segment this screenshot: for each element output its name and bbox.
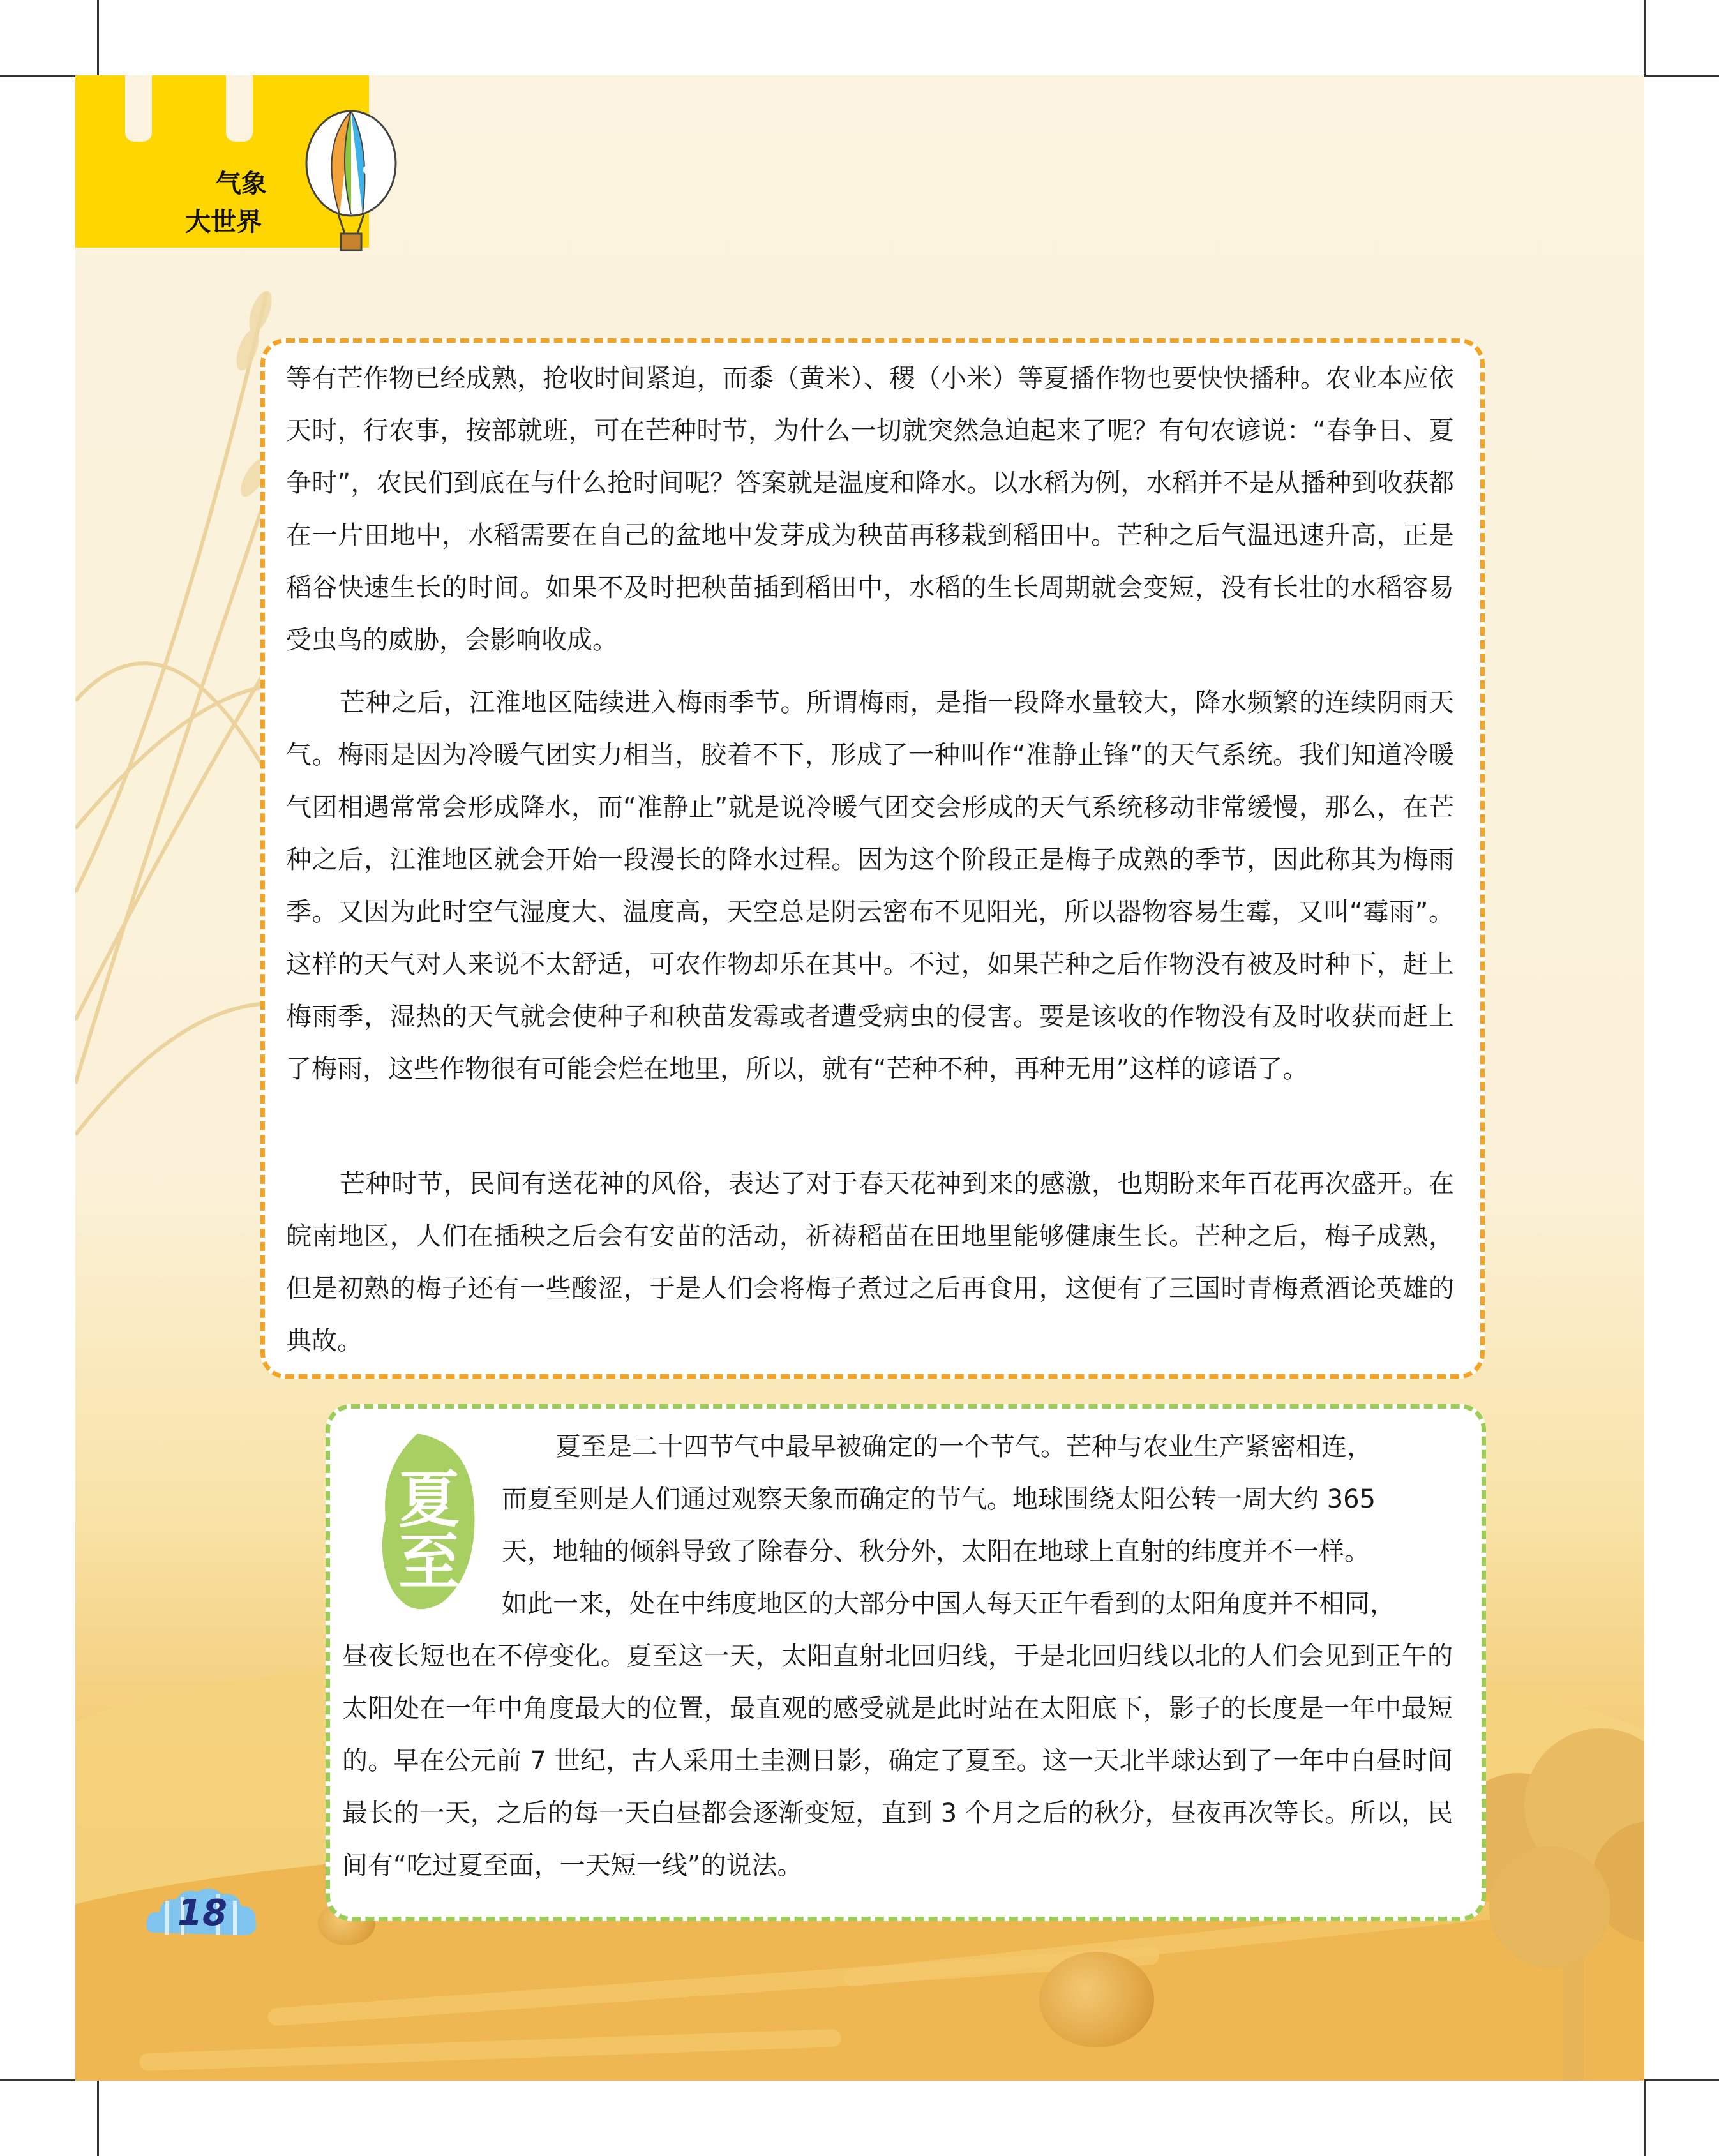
crop-mark	[1644, 2079, 1719, 2081]
xiazhi-line: 夏至是二十四节气中最早被确定的一个节气。芒种与农业生产紧密相连，	[555, 1432, 1372, 1462]
crop-mark	[97, 2079, 99, 2156]
xiazhi-paragraph: 昼夜长短也在不停变化。夏至这一天，太阳直射北回归线，于是北回归线以北的人们会见到正午的太阳处在一年中角度最大的位置，最直观的感受就是此时站在太阳底下，影子的长度是一年中最短的。早在公元前 7 世纪，古人采用土圭测日影，确定了夏至。这一天北半球达到了一年中白昼时间最长的一天，之后的每一天白昼都会逐渐变短，直到 3 个月之后的秋分，昼夜再次等长。所以，民间有“吃过夏至面，一天短一线”的说法。	[342, 1642, 1453, 1880]
crop-mark	[1644, 0, 1646, 75]
xiazhi-line: 如此一来，处在中纬度地区的大部分中国人每天正午看到的太阳角度并不相同，	[502, 1589, 1395, 1619]
xiazhi-line: 天，地轴的倾斜导致了除春分、秋分外，太阳在地球上直射的纬度并不一样。	[502, 1537, 1370, 1566]
section-title-line2: 大世界	[185, 207, 262, 237]
hot-air-balloon-icon	[274, 109, 402, 255]
haybale-icon	[1039, 1952, 1154, 2047]
xiazhi-line: 而夏至则是人们通过观察天象而确定的节气。地球围绕太阳公转一周大约 365	[502, 1485, 1376, 1514]
section-title-line1: 气象	[216, 169, 267, 198]
solar-term-label: 夏	[398, 1464, 460, 1536]
crop-mark	[0, 2079, 75, 2081]
body-paragraph: 芒种时节，民间有送花神的风俗，表达了对于春天花神到来的感激，也期盼来年百花再次盛开。在皖南地区，人们在插秧之后会有安苗的活动，祈祷稻苗在田地里能够健康生长。芒种之后，梅子成熟，但是初熟的梅子还有一些酸涩，于是人们会将梅子煮过之后再食用，这便有了三国时青梅煮酒论英雄的典故。	[286, 1169, 1454, 1356]
crop-mark	[1644, 75, 1719, 77]
body-paragraph: 芒种之后，江淮地区陆续进入梅雨季节。所谓梅雨，是指一段降水量较大，降水频繁的连续阴雨天气。梅雨是因为冷暖气团实力相当，胶着不下，形成了一种叫作“准静止锋”的天气系统。我们知道冷暖气团相遇常常会形成降水，而“准静止”就是说冷暖气团交会形成的天气系统移动非常缓慢，那么，在芒种之后，江淮地区就会开始一段漫长的降水过程。因为这个阶段正是梅子成熟的季节，因此称其为梅雨季。又因为此时空气湿度大、温度高，天空总是阴云密布不见阳光，所以器物容易生霉，又叫“霉雨”。这样的天气对人来说不太舒适，可农作物却乐在其中。不过，如果芒种之后作物没有被及时种下，赶上梅雨季，湿热的天气就会使种子和秧苗发霉或者遭受病虫的侵害。要是该收的作物没有及时收获而赶上了梅雨，这些作物很有可能会烂在地里，所以，就有“芒种不种，再种无用”这样的谚语了。	[286, 688, 1454, 1084]
crop-mark	[1644, 2079, 1646, 2156]
solar-term-label: 至	[398, 1527, 460, 1598]
crop-mark	[0, 75, 75, 77]
body-paragraph: 等有芒作物已经成熟，抢收时间紧迫，而黍（黄米）、稷（小米）等夏播作物也要快快播种。农业本应依天时，行农事，按部就班，可在芒种时节，为什么一切就突然急迫起来了呢？有句农谚说：“春争日、夏争时”，农民们到底在与什么抢时间呢？答案就是温度和降水。以水稻为例，水稻并不是从播种到收获都在一片田地中，水稻需要在自己的盆地中发芽成为秧苗再移栽到稻田中。芒种之后气温迅速升高，正是稻谷快速生长的时间。如果不及时把秧苗插到稻田中，水稻的生长周期就会变短，没有长壮的水稻容易受虫鸟的威胁，会影响收成。	[286, 364, 1454, 655]
page-number: 18	[177, 1892, 227, 1934]
crop-mark	[97, 0, 99, 75]
